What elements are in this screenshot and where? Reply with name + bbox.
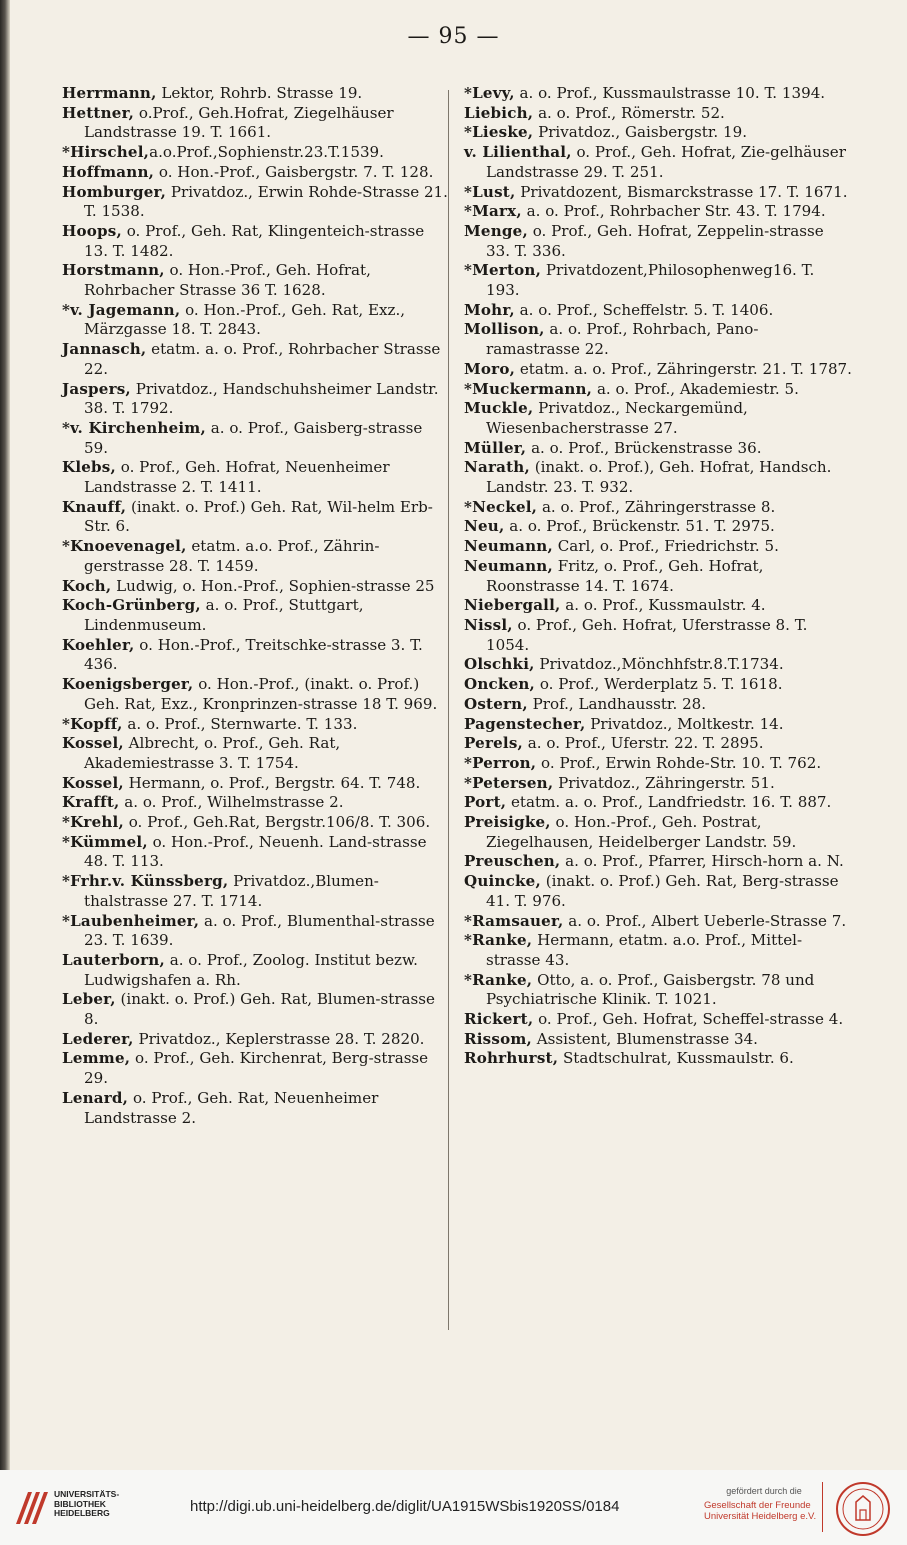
entry-name: *Ranke, <box>464 970 533 989</box>
entry-details: Privatdoz.,Mönchhfstr.8.T.1734. <box>534 655 784 674</box>
entry-name: *Petersen, <box>464 773 554 792</box>
entry-details: a. o. Prof., Albert Ueberle-Strasse 7. <box>563 911 847 930</box>
entry-name: Ostern, <box>464 694 528 713</box>
directory-entry <box>464 813 852 852</box>
directory-entry <box>464 715 852 735</box>
entry-name: Jannasch, <box>62 340 147 359</box>
entry-name: Neumann, <box>464 556 553 575</box>
entry-name: Preisigke, <box>464 813 551 832</box>
entry-name: Rickert, <box>464 1010 534 1029</box>
entry-name: Moro, <box>464 359 516 378</box>
entry-details: a.o.Prof.,Sophienstr.23.T.1539. <box>149 143 384 162</box>
entry-details: (inakt. o. Prof.) Geh. Rat, Berg-strasse 41. T. 976. <box>486 872 839 910</box>
entry-name: Knauff, <box>62 497 127 516</box>
directory-entry <box>464 1030 852 1050</box>
entry-details: o. Prof., Erwin Rohde-Str. 10. T. 762. <box>536 753 822 772</box>
sponsor-line: Gesellschaft der Freunde <box>704 1500 811 1511</box>
directory-entry <box>464 655 852 675</box>
entry-details: a. o. Prof., Rohrbach, Pano-ramastrasse 22. <box>486 320 759 359</box>
entry-name: Olschki, <box>464 655 535 674</box>
entry-details: Hermann, etatm. a.o. Prof., Mittel-strasse 43. <box>486 931 803 969</box>
directory-entry <box>464 695 852 715</box>
entry-details: Ludwig, o. Hon.-Prof., Sophien-strasse 25 <box>111 576 435 595</box>
entry-details: Privatdoz., Moltkestr. 14. <box>585 714 784 733</box>
directory-entry <box>464 852 852 872</box>
directory-entry <box>464 498 852 518</box>
entry-details: a. o. Prof., Römerstr. 52. <box>533 103 725 122</box>
entry-details: etatm. a.o. Prof., Zährin-gerstrasse 28. T. 1459. <box>84 537 380 575</box>
directory-entry <box>464 596 852 616</box>
entry-name: *Ranke, <box>464 931 533 950</box>
entry-name: *Laubenheimer, <box>62 911 200 930</box>
sponsor-block <box>704 1486 824 1522</box>
directory-entry <box>464 104 852 124</box>
entry-details: (inakt. o. Prof.), Geh. Hofrat, Handsch. Landstr. 23. T. 932. <box>486 458 832 497</box>
directory-entry <box>464 84 852 104</box>
entry-details: o.Prof., Geh.Hofrat, Ziegelhäuser Landstrasse 19. T. 1661. <box>84 103 394 142</box>
entry-name: Jaspers, <box>62 379 131 398</box>
directory-entry <box>464 320 852 359</box>
library-name <box>54 1490 119 1519</box>
directory-entry <box>62 577 450 597</box>
entry-details: o. Hon.-Prof., Treitschke-strasse 3. T. 436. <box>84 635 423 674</box>
directory-entry <box>464 360 852 380</box>
directory-entry <box>62 340 450 379</box>
entry-name: *Frhr.v. Künssberg, <box>62 872 229 891</box>
directory-entry <box>464 557 852 596</box>
directory-entry <box>62 774 450 794</box>
entry-details: a. o. Prof., Gaisberg-strasse 59. <box>84 418 423 457</box>
entry-details: a. o. Prof., Rohrbacher Str. 43. T. 1794. <box>521 202 826 221</box>
entry-name: Hoops, <box>62 221 122 240</box>
entry-details: o. Hon.-Prof., Geh. Postrat, Ziegelhausen, Heidelberger Landstr. 59. <box>486 813 797 851</box>
entry-details: Prof., Landhausstr. 28. <box>527 694 707 713</box>
entry-details: o. Prof., Geh. Rat, Klingenteich-strasse 13. T. 1482. <box>84 221 425 260</box>
entry-details: a. o. Prof., Kussmaulstr. 4. <box>560 596 766 615</box>
university-seal-icon <box>834 1480 892 1538</box>
directory-entry <box>464 675 852 695</box>
entry-name: Muckle, <box>464 399 534 418</box>
entry-details: Privatdoz., Handschuhsheimer Landstr. 38. T. 1792. <box>84 379 439 418</box>
entry-name: Lemme, <box>62 1049 131 1068</box>
directory-entry <box>464 734 852 754</box>
directory-entry <box>62 715 450 735</box>
directory-entry <box>62 872 450 911</box>
entry-name: Rissom, <box>464 1029 532 1048</box>
entry-name: Mollison, <box>464 320 545 339</box>
entry-name: *Marx, <box>464 202 522 221</box>
entry-name: *Hirschel, <box>62 143 150 162</box>
entry-name: Herrmann, <box>62 84 157 102</box>
entry-name: *Merton, <box>464 261 542 280</box>
entry-name: Mohr, <box>464 300 515 319</box>
entry-details: Otto, a. o. Prof., Gaisbergstr. 78 und Psychiatrische Klinik. T. 1021. <box>486 970 815 1009</box>
entry-name: Lederer, <box>62 1029 134 1048</box>
entry-details: a. o. Prof., Wilhelmstrasse 2. <box>119 793 344 812</box>
directory-entry <box>62 537 450 576</box>
entry-details: (inakt. o. Prof.) Geh. Rat, Wil-helm Erb-Str. 6. <box>84 497 433 536</box>
entry-name: Kossel, <box>62 734 124 753</box>
directory-entry <box>62 84 450 104</box>
entry-details: Privatdoz., Keplerstrasse 28. T. 2820. <box>133 1029 425 1048</box>
directory-entry <box>62 458 450 497</box>
entry-details: a. o. Prof., Zähringerstrasse 8. <box>537 497 776 516</box>
entry-details: o. Prof., Geh. Hofrat, Zeppelin-strasse 33. T. 336. <box>486 221 824 260</box>
directory-entry <box>464 912 852 932</box>
entry-details: (inakt. o. Prof.) Geh. Rat, Blumen-strasse 8. <box>84 990 435 1029</box>
entry-name: *Lieske, <box>464 123 534 142</box>
library-name-line: HEIDELBERG <box>54 1508 110 1518</box>
directory-entry <box>464 971 852 1010</box>
entry-name: *Krehl, <box>62 813 124 832</box>
directory-entry <box>62 301 450 340</box>
directory-entry <box>62 1089 450 1128</box>
right-column <box>464 84 852 1069</box>
entry-details: Privatdoz., Zähringerstr. 51. <box>553 773 775 792</box>
entry-name: Müller, <box>464 438 527 457</box>
entry-details: Hermann, o. Prof., Bergstr. 64. T. 748. <box>123 773 421 792</box>
entry-details: a. o. Prof., Blumenthal-strasse 23. T. 1639. <box>84 911 435 950</box>
directory-entry <box>464 123 852 143</box>
directory-entry <box>464 458 852 497</box>
entry-name: Port, <box>464 793 507 812</box>
entry-name: Lauterborn, <box>62 950 165 969</box>
entry-name: Menge, <box>464 221 528 240</box>
entry-details: a. o. Prof., Sternwarte. T. 133. <box>122 714 358 733</box>
entry-name: Oncken, <box>464 675 536 694</box>
entry-details: a. o. Prof., Kussmaulstrasse 10. T. 1394. <box>514 84 826 102</box>
entry-name: Homburger, <box>62 182 167 201</box>
entry-name: Koenigsberger, <box>62 675 194 694</box>
directory-entry <box>62 1030 450 1050</box>
entry-details: Assistent, Blumenstrasse 34. <box>531 1029 758 1048</box>
entry-name: Horstmann, <box>62 261 165 280</box>
entry-details: o. Hon.-Prof., (inakt. o. Prof.) Geh. Rat, Exz., Kronprinzen-strasse 18 T. 969. <box>84 675 438 713</box>
entry-details: o. Prof., Geh.Rat, Bergstr.106/8. T. 306. <box>123 813 431 832</box>
directory-entry <box>62 793 450 813</box>
entry-details: o. Prof., Werderplatz 5. T. 1618. <box>535 675 783 694</box>
entry-details: Privatdoz., Erwin Rohde-Strasse 21. T. 1538. <box>84 182 448 221</box>
source-url[interactable]: http://digi.ub.uni-heidelberg.de/diglit/UA1915WSbis1920SS/0184 <box>190 1498 620 1515</box>
entry-name: *Muckermann, <box>464 379 593 398</box>
entry-name: *Kümmel, <box>62 832 148 851</box>
entry-name: Leber, <box>62 990 116 1009</box>
entry-name: Perels, <box>464 734 523 753</box>
entry-details: o. Hon.-Prof., Geh. Hofrat, Rohrbacher Strasse 36 T. 1628. <box>84 261 371 300</box>
directory-entry <box>464 261 852 300</box>
entry-details: a. o. Prof., Pfarrer, Hirsch-horn a. N. <box>560 852 844 871</box>
directory-entry <box>62 734 450 773</box>
directory-entry <box>464 439 852 459</box>
entry-name: *Perron, <box>464 753 537 772</box>
directory-entry <box>62 636 450 675</box>
directory-entry <box>464 616 852 655</box>
entry-name: Krafft, <box>62 793 120 812</box>
entry-name: *Kopff, <box>62 714 123 733</box>
entry-details: etatm. a. o. Prof., Zähringerstr. 21. T. 1787. <box>515 359 852 378</box>
directory-entry <box>464 380 852 400</box>
entry-name: Rohrhurst, <box>464 1049 559 1068</box>
directory-entry <box>62 380 450 419</box>
entry-details: o. Prof., Geh. Hofrat, Neuenheimer Landstrasse 2. T. 1411. <box>84 458 390 497</box>
entry-name: *Ramsauer, <box>464 911 564 930</box>
directory-entry <box>62 498 450 537</box>
entry-name: Klebs, <box>62 458 116 477</box>
book-spine-edge <box>0 0 10 1545</box>
entry-name: Hoffmann, <box>62 162 155 181</box>
entry-details: o. Prof., Geh. Hofrat, Zie-gelhäuser Landstrasse 29. T. 251. <box>486 143 846 181</box>
directory-entry <box>62 912 450 951</box>
directory-entry <box>62 143 450 163</box>
library-name-line: UNIVERSITÄTS- <box>54 1489 120 1499</box>
library-name-line: BIBLIOTHEK <box>54 1498 106 1509</box>
directory-entry <box>464 143 852 182</box>
directory-entry <box>62 104 450 143</box>
entry-name: v. Lilienthal, <box>464 143 572 162</box>
entry-details: Privatdoz., Gaisbergstr. 19. <box>533 123 748 142</box>
directory-entry <box>62 261 450 300</box>
entry-details: o. Prof., Geh. Hofrat, Uferstrasse 8. T. 1054. <box>486 615 808 654</box>
entry-details: Privatdoz., Neckargemünd, Wiesenbacherstrasse 27. <box>486 399 748 437</box>
footer-bar <box>0 1470 907 1545</box>
entry-details: a. o. Prof., Brückenstr. 51. T. 2975. <box>504 517 775 536</box>
entry-name: Neumann, <box>464 537 553 556</box>
entry-name: Kossel, <box>62 773 124 792</box>
entry-name: *v. Kirchenheim, <box>62 418 206 437</box>
entry-details: o. Prof., Geh. Hofrat, Scheffel-strasse 4. <box>533 1010 844 1029</box>
entry-details: a. o. Prof., Scheffelstr. 5. T. 1406. <box>514 300 774 319</box>
directory-entry <box>62 990 450 1029</box>
directory-entry <box>464 931 852 970</box>
directory-entry <box>62 419 450 458</box>
entry-details: o. Prof., Geh. Kirchenrat, Berg-strasse 29. <box>84 1049 429 1088</box>
entry-name: Niebergall, <box>464 596 561 615</box>
entry-name: *Lust, <box>464 182 516 201</box>
directory-entry <box>464 517 852 537</box>
directory-entry <box>464 1010 852 1030</box>
entry-details: Privatdozent, Bismarckstrasse 17. T. 1671. <box>515 182 848 201</box>
entry-name: Pagenstecher, <box>464 714 586 733</box>
university-library-logo-icon <box>12 1488 48 1528</box>
sponsor-divider <box>822 1482 823 1532</box>
entry-name: *v. Jagemann, <box>62 300 181 319</box>
entry-details: a. o. Prof., Zoolog. Institut bezw. Ludwigshafen a. Rh. <box>84 950 418 989</box>
directory-entry <box>62 813 450 833</box>
entry-name: Hettner, <box>62 103 135 122</box>
directory-entry <box>62 222 450 261</box>
entry-details: etatm. a. o. Prof., Landfriedstr. 16. T. 887. <box>506 793 832 812</box>
entry-details: Privatdoz.,Blumen-thalstrasse 27. T. 1714. <box>84 872 379 910</box>
entry-name: Koehler, <box>62 635 135 654</box>
entry-details: o. Hon.-Prof., Neuenh. Land-strasse 48. T. 113. <box>84 832 427 871</box>
directory-entry <box>464 793 852 813</box>
entry-name: Quincke, <box>464 872 541 891</box>
directory-entry <box>464 222 852 261</box>
entry-name: Preuschen, <box>464 852 561 871</box>
directory-entry <box>464 301 852 321</box>
column-divider <box>448 90 449 1330</box>
directory-entry <box>62 675 450 714</box>
entry-details: Stadtschulrat, Kussmaulstr. 6. <box>558 1049 794 1068</box>
directory-entry <box>62 596 450 635</box>
entry-name: Narath, <box>464 458 530 477</box>
directory-entry <box>464 202 852 222</box>
entry-name: Lenard, <box>62 1088 129 1107</box>
entry-name: Koch, <box>62 576 112 595</box>
entry-details: a. o. Prof., Brückenstrasse 36. <box>526 438 762 457</box>
directory-entry <box>464 754 852 774</box>
directory-entry <box>62 1049 450 1088</box>
page-number: — 95 — <box>407 24 500 49</box>
entry-details: a. o. Prof., Akademiestr. 5. <box>592 379 799 398</box>
entry-details: o. Prof., Geh. Rat, Neuenheimer Landstrasse 2. <box>84 1088 379 1127</box>
directory-entry <box>464 537 852 557</box>
directory-entry <box>464 183 852 203</box>
entry-details: o. Hon.-Prof., Gaisbergstr. 7. T. 128. <box>154 162 434 181</box>
directory-entry <box>62 163 450 183</box>
entry-name: *Levy, <box>464 84 515 102</box>
sponsor-line: Universität Heidelberg e.V. <box>704 1511 817 1522</box>
entry-details: a. o. Prof., Stuttgart, Lindenmuseum. <box>84 596 364 634</box>
entry-details: Privatdozent,Philosophenweg16. T. 193. <box>486 261 815 300</box>
entry-name: Neu, <box>464 517 505 536</box>
entry-details: Albrecht, o. Prof., Geh. Rat, Akademiestrasse 3. T. 1754. <box>84 734 341 772</box>
directory-entry <box>62 951 450 990</box>
entry-name: Koch-Grünberg, <box>62 596 201 615</box>
entry-name: Liebich, <box>464 103 534 122</box>
entry-details: a. o. Prof., Uferstr. 22. T. 2895. <box>523 734 764 753</box>
entry-details: Fritz, o. Prof., Geh. Hofrat, Roonstrasse 14. T. 1674. <box>486 556 764 595</box>
directory-entry <box>464 872 852 911</box>
entry-details: o. Hon.-Prof., Geh. Rat, Exz., Märzgasse 18. T. 2843. <box>84 300 406 339</box>
entry-name: *Neckel, <box>464 497 538 516</box>
directory-entry <box>464 774 852 794</box>
directory-entry <box>62 833 450 872</box>
entry-details: Carl, o. Prof., Friedrichstr. 5. <box>552 537 779 556</box>
entry-name: Nissl, <box>464 615 513 634</box>
sponsor-note: gefördert durch die <box>726 1486 802 1496</box>
directory-entry <box>62 183 450 222</box>
left-column <box>62 84 450 1128</box>
entry-details: etatm. a. o. Prof., Rohrbacher Strasse 22. <box>84 340 441 378</box>
directory-entry <box>464 1049 852 1069</box>
entry-name: *Knoevenagel, <box>62 537 187 556</box>
directory-entry <box>464 399 852 438</box>
entry-details: Lektor, Rohrb. Strasse 19. <box>156 84 363 102</box>
